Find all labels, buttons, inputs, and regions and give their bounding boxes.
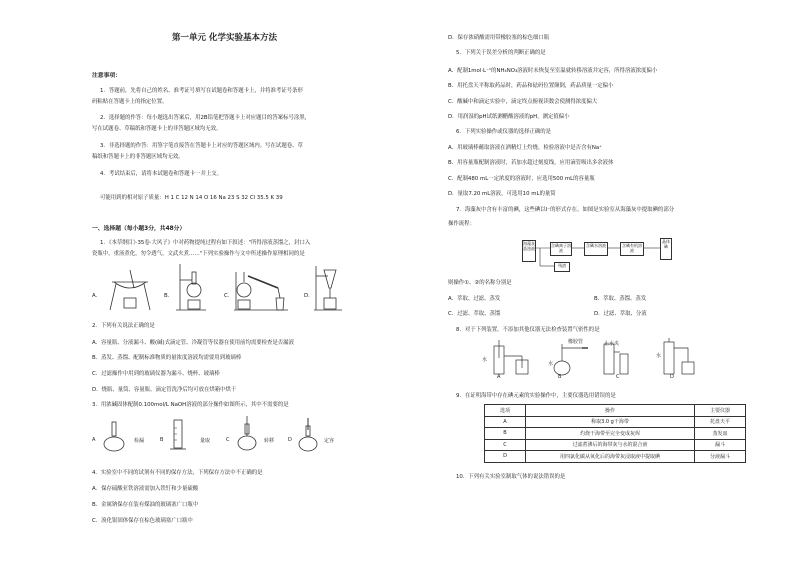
q6-option-a: A．用玻璃棒蘸取溶液在酒精灯上灼烧，检验溶液中是否含有Na⁺ [448, 145, 603, 151]
table-cell: 分液漏斗 [695, 451, 746, 463]
q6-option-b: B．用容量瓶配制溶液时，若加水超过刻度线，应用滴管吸出多余液体 [448, 160, 614, 166]
question-5: 5．下列关于误差分析的判断正确的是 [456, 50, 546, 56]
flow-box-d: 晶体碘 [660, 238, 672, 260]
measuring-cylinder-icon [168, 418, 188, 452]
table-row [485, 451, 746, 463]
q3-label: C [226, 437, 230, 443]
q9-table [484, 404, 746, 463]
distillation-flask-figure [176, 262, 210, 312]
table-cell: 用四氯化碳从氧化后的海带灰浸取液中提取碘 [526, 451, 695, 463]
notice-line: 2．选择题的作答：每小题选出答案后，用2B铅笔把答题卡上对应题目的答案标号涂黑， [100, 115, 311, 121]
transfer-flask-icon [234, 416, 260, 452]
q6-option-c: C．配制480 mL一定浓度的溶液时，应选用500 mL的容量瓶 [448, 176, 595, 182]
q2-option-d: D．烧瓶、量筒、容量瓶、滴定管洗净后均可放在烘箱中烘干 [92, 387, 237, 393]
flow-box-e: 残渣 [554, 262, 570, 272]
q2-option-a: A．容量瓶、分液漏斗、酸(碱)式滴定管、冷凝管等仪器在使用前均需要检查是否漏液 [92, 340, 294, 346]
q8-label: D [670, 374, 674, 380]
q7-option-b: B．萃取、蒸馏、蒸发 [594, 296, 647, 302]
q8-word: 水 [548, 361, 554, 367]
q4-option-b: B．金属钠保存在装有煤油的玻璃塞广口瓶中 [92, 502, 199, 508]
notice-line: 4．考试结束后，请将本试题卷和答题卡一并上交。 [100, 171, 223, 177]
atomic-masses: 可能用到的相对原子质量：H 1 C 12 N 14 O 16 Na 23 S 32 Cl 35.5 K 39 [100, 195, 283, 201]
q5-option-a: A．配制1mol·L⁻¹的NH₄NO₃溶液时未恢复至室温就转移溶液并定容，所得溶液浓度偏小 [448, 68, 658, 74]
q7-option-a: A．萃取、过滤、蒸发 [448, 296, 501, 302]
page-title: 第一单元 化学实验基本方法 [172, 33, 277, 43]
q7-option-d: D．过滤、萃取、分液 [594, 311, 647, 317]
table-cell: C [485, 439, 526, 451]
q3-label: B [160, 437, 164, 443]
flow-box-b: 含碘水溶液 [584, 242, 608, 256]
q5-option-c: C．酸碱中和滴定实验中，滴定终点俯视读数会使测得浓度偏大 [448, 99, 598, 105]
question-1-cont: 瓷瓶中，重汤煮化，勿令透气，文武火煮……"下列实验操作与文中所述操作原理相同的是 [92, 251, 305, 257]
table-cell: 灼烧干海带至完全变成灰烬 [526, 428, 695, 440]
table-cell: 过滤煮沸后的海带灰与水的混合液 [526, 439, 695, 451]
q3-label: D [288, 437, 292, 443]
table-row [485, 428, 746, 440]
q1-option-a: A. [92, 293, 98, 299]
q3-label: A [92, 437, 96, 443]
question-3: 3．用浓碱固体配制0.100mol/L NaOH溶液的部分操作如图所示，其中不需要的是 [92, 402, 289, 408]
notice-line: 码粘贴在答题卡上的指定位置。 [92, 99, 168, 105]
question-9: 9．在证明海带中存在碘元素的实验操作中，主要仪器选用错误的是 [456, 393, 616, 399]
table-header: 主要仪器 [695, 405, 746, 417]
q8-word: 水 [482, 357, 488, 363]
question-1: 1．《本草纲目》·35卷·大风子》中对药物提纯过程有如下叙述："所得溶液蒸馏之，封口入 [100, 240, 311, 246]
q8-word: 水 [656, 353, 662, 359]
table-row [485, 439, 746, 451]
question-7-cont: 操作流程： [448, 221, 475, 227]
flow-box-c: 含碘有机溶液 [620, 242, 644, 256]
q4-option-c: C．溴化银固体保存在棕色玻璃塞广口瓶中 [92, 518, 193, 524]
q1-option-b: B. [164, 293, 170, 299]
q4-option-d: D．保存浓硝酸需用带橡胶塞的棕色细口瓶 [448, 35, 550, 41]
notice-line: 3．非选择题的作答：用签字笔直接答在答题卡上对应的答题区域内。写在试题卷、草 [100, 143, 303, 149]
q7-option-c: C．过滤、萃取、蒸馏 [448, 311, 501, 317]
flow-box-start: 海藻灰悬浊液 [522, 240, 536, 262]
section-heading: 一、选择题（每小题3分，共48分） [92, 226, 186, 232]
table-cell: D [485, 451, 526, 463]
q1-option-d: D. [304, 293, 310, 299]
q3-label: 定容 [324, 438, 335, 444]
q8-label: B [558, 374, 562, 380]
notice-line: 稿纸和答题卡上的非答题区域均无效。 [92, 154, 184, 160]
notice-line: 写在试题卷、草稿纸和答题卡上的非答题区域均无效。 [92, 126, 222, 132]
question-7: 7．海藻灰中含有丰富的碘，这些碘以I⁻的形式存在。如图是实验室从海藻灰中提取碘的部分 [456, 207, 675, 213]
volumetric-flask-icon [100, 420, 128, 452]
question-7-b: 则操作①、②的名称分别是 [448, 280, 512, 286]
table-cell: 漏斗 [695, 439, 746, 451]
question-8: 8．对于下列装置，不添加其他仪器无法检查装置气密性的是 [456, 327, 600, 333]
table-row [485, 416, 746, 428]
notice-line: 1．答题前，先将自己的姓名、准考证号填写在试题卷和答题卡上，并将准考证号条形 [100, 88, 303, 94]
distillation-condenser-figure [234, 262, 290, 312]
table-header: 选项 [485, 405, 526, 417]
table-cell: 称取3.0 g干海带 [526, 416, 695, 428]
table-cell: A [485, 416, 526, 428]
dropper-flask-icon [296, 418, 320, 454]
q5-option-d: D．用润湿的pH试纸测醋酸溶液的pH，测定值偏小 [448, 114, 570, 120]
question-6: 6．下列实验操作或仪器的选择正确的是 [456, 129, 552, 135]
evaporation-apparatus-figure [106, 268, 154, 312]
notice-heading: 注意事项： [92, 73, 121, 79]
question-4: 4．实验室中不同的试剂有不同的保存方法，下列保存方法中不正确的是 [92, 470, 263, 476]
q1-option-c: C. [224, 293, 230, 299]
q3-label: 检漏 [134, 438, 145, 444]
q4-option-a: A．保存硫酸亚铁溶液需加入铁钉和少量硫酸 [92, 486, 199, 492]
q5-option-b: B．用托盘天平称取药品时，药品和砝码位置颠倒，药品质量一定偏小 [448, 83, 614, 89]
q8-word: 橡胶管 [568, 339, 584, 345]
q3-label: 转移 [264, 438, 275, 444]
question-2: 2．下列有关说法正确的是 [92, 323, 155, 329]
table-cell: B [485, 428, 526, 440]
q8-word: 止水夹 [604, 341, 620, 347]
q2-option-b: B．蒸发、蒸馏、配制标准物质的量浓度溶液均需要用到玻璃棒 [92, 355, 242, 361]
flow-box-a: 含碘离子溶液 [550, 242, 572, 256]
table-header: 操作 [526, 405, 695, 417]
q8-label: A [497, 374, 501, 380]
q6-option-d: D．量取7.20 mL溶液，可选用10 mL的量筒 [448, 191, 556, 197]
q8-label: C [616, 374, 620, 380]
table-cell: 托盘天平 [695, 416, 746, 428]
q2-option-c: C．过滤操作中用到的玻璃仪器为漏斗、烧杯、玻璃棒 [92, 371, 220, 377]
separating-funnel-figure [314, 264, 344, 312]
question-10: 10．下列有关实验室制取气体的说法错误的是 [456, 474, 566, 480]
table-cell: 蒸发皿 [695, 428, 746, 440]
q3-label: 量取 [200, 438, 211, 444]
table-header-row [485, 405, 746, 417]
